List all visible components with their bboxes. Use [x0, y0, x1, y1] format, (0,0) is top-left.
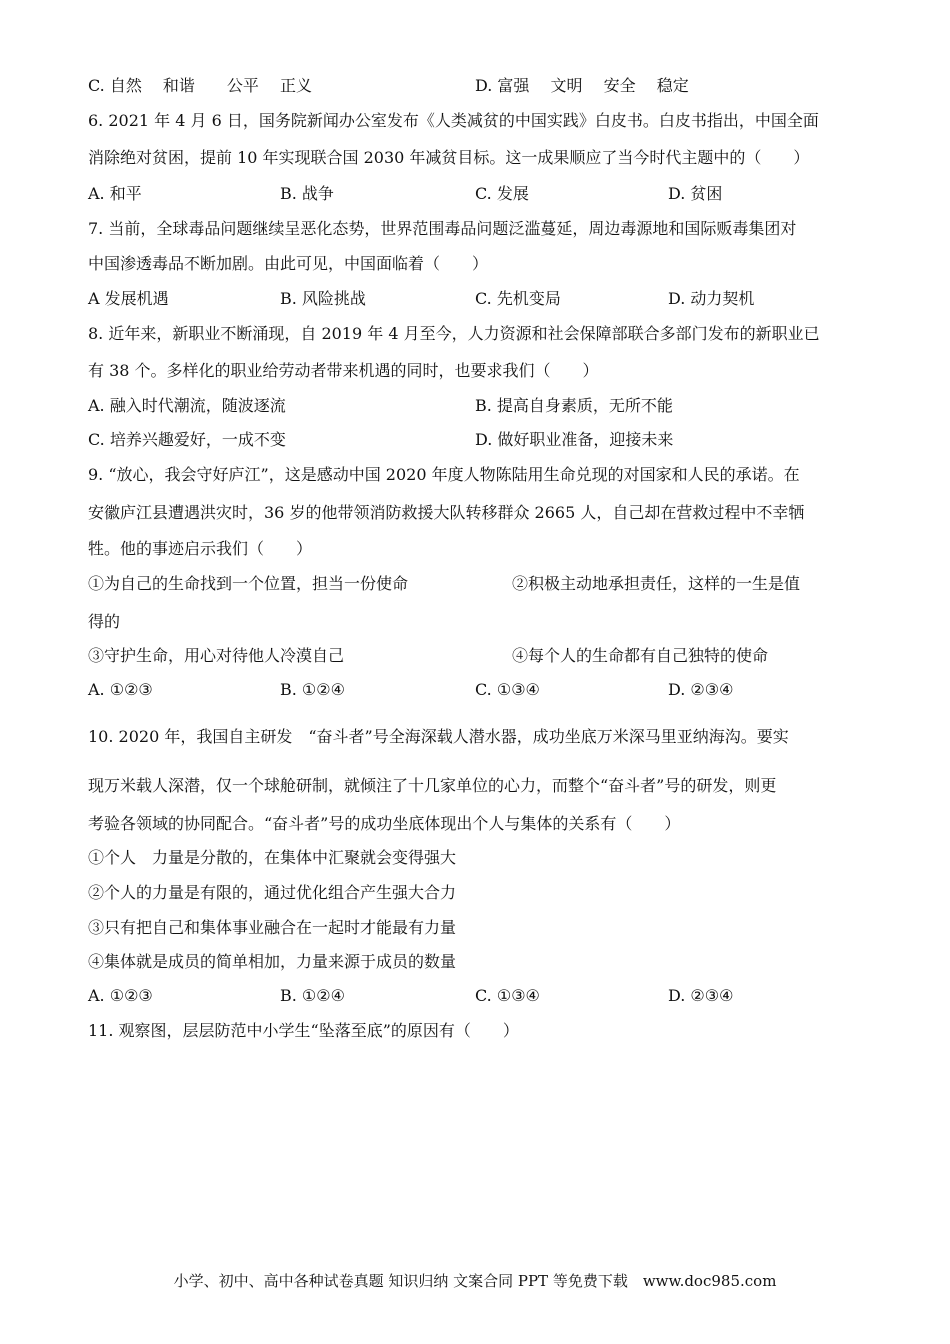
- q8-stem-line2: 有 38 个。多样化的职业给劳动者带来机遇的同时，也要求我们（ ）: [88, 361, 599, 380]
- q8-option-a: A. 融入时代潮流，随波逐流: [88, 396, 286, 415]
- q7-option-c: C. 先机变局: [475, 289, 561, 308]
- q9-statement-2-cont: 得的: [88, 612, 121, 631]
- q9-statement-2: ②积极主动地承担责任，这样的一生是值: [512, 574, 801, 593]
- q10-option-a: A. ①②③: [88, 986, 153, 1005]
- q9-stem-line3: 牲。他的事迹启示我们（ ）: [88, 539, 313, 558]
- q6-option-c: C. 发展: [475, 184, 529, 203]
- q7-option-a: A 发展机遇: [88, 289, 169, 308]
- page-footer: 小学、初中、高中各种试卷真题 知识归纳 文案合同 PPT 等免费下载 www.doc985.com: [173, 1272, 777, 1290]
- q7-option-b: B. 风险挑战: [280, 289, 366, 308]
- q8-option-c: C. 培养兴趣爱好，一成不变: [88, 430, 286, 449]
- q8-option-d: D. 做好职业准备，迎接未来: [475, 430, 674, 449]
- q9-option-b: B. ①②④: [280, 680, 345, 699]
- q10-statement-4: ④集体就是成员的简单相加，力量来源于成员的数量: [88, 952, 457, 971]
- q9-statement-1: ①为自己的生命找到一个位置，担当一份使命: [88, 574, 409, 593]
- q7-option-d: D. 动力契机: [668, 289, 755, 308]
- q5-option-c: C. 自然 和谐 公平 正义: [88, 76, 313, 95]
- q8-stem-line1: 8. 近年来，新职业不断涌现，自 2019 年 4 月至今，人力资源和社会保障部联合多部门发布的新职业已: [88, 324, 820, 343]
- q9-option-c: C. ①③④: [475, 680, 540, 699]
- q10-statement-2: ②个人的力量是有限的，通过优化组合产生强大合力: [88, 883, 457, 902]
- q10-stem-line1: 10. 2020 年，我国自主研发 “奋斗者”号全海深载人潜水器，成功坐底万米深马里亚纳海沟。要实: [88, 727, 789, 746]
- q7-stem-line1: 7. 当前，全球毒品问题继续呈恶化态势，世界范围毒品问题泛滥蔓延，周边毒源地和国际贩毒集团对: [88, 219, 797, 238]
- q10-statement-3: ③只有把自己和集体事业融合在一起时才能最有力量: [88, 918, 457, 937]
- q10-stem-line2: 现万米载人深潜，仅一个球舱研制，就倾注了十几家单位的心力，而整个“奋斗者”号的研发，则更: [88, 776, 777, 795]
- q9-option-a: A. ①②③: [88, 680, 153, 699]
- q10-stem-line3: 考验各领域的协同配合。“奋斗者”号的成功坐底体现出个人与集体的关系有（ ）: [88, 814, 681, 833]
- q7-stem-line2: 中国渗透毒品不断加剧。由此可见，中国面临着（ ）: [88, 254, 489, 273]
- q9-stem-line1: 9. “放心，我会守好庐江”，这是感动中国 2020 年度人物陈陆用生命兑现的对国家和人民的承诺。在: [88, 465, 800, 484]
- q9-statement-4: ④每个人的生命都有自己独特的使命: [512, 646, 769, 665]
- q8-option-b: B. 提高自身素质，无所不能: [475, 396, 673, 415]
- q9-option-d: D. ②③④: [668, 680, 734, 699]
- q9-stem-line2: 安徽庐江县遭遇洪灾时，36 岁的他带领消防救援大队转移群众 2665 人，自己却在营救过程中不幸牺: [88, 503, 805, 522]
- q11-stem-line1: 11. 观察图，层层防范中小学生“坠落至底”的原因有（ ）: [88, 1021, 519, 1040]
- q6-option-d: D. 贫困: [668, 184, 723, 203]
- q6-option-b: B. 战争: [280, 184, 334, 203]
- q6-stem-line2: 消除绝对贫困，提前 10 年实现联合国 2030 年减贫目标。这一成果顺应了当今时代主题中的（ ）: [88, 148, 810, 167]
- q10-option-d: D. ②③④: [668, 986, 734, 1005]
- q6-stem-line1: 6. 2021 年 4 月 6 日，国务院新闻办公室发布《人类减贫的中国实践》白皮书。白皮书指出，中国全面: [88, 111, 819, 130]
- q5-option-d: D. 富强 文明 安全 稳定: [475, 76, 689, 95]
- q10-option-c: C. ①③④: [475, 986, 540, 1005]
- q10-option-b: B. ①②④: [280, 986, 345, 1005]
- q6-option-a: A. 和平: [88, 184, 142, 203]
- q10-statement-1: ①个人 力量是分散的，在集体中汇聚就会变得强大: [88, 848, 457, 867]
- q9-statement-3: ③守护生命，用心对待他人冷漠自己: [88, 646, 345, 665]
